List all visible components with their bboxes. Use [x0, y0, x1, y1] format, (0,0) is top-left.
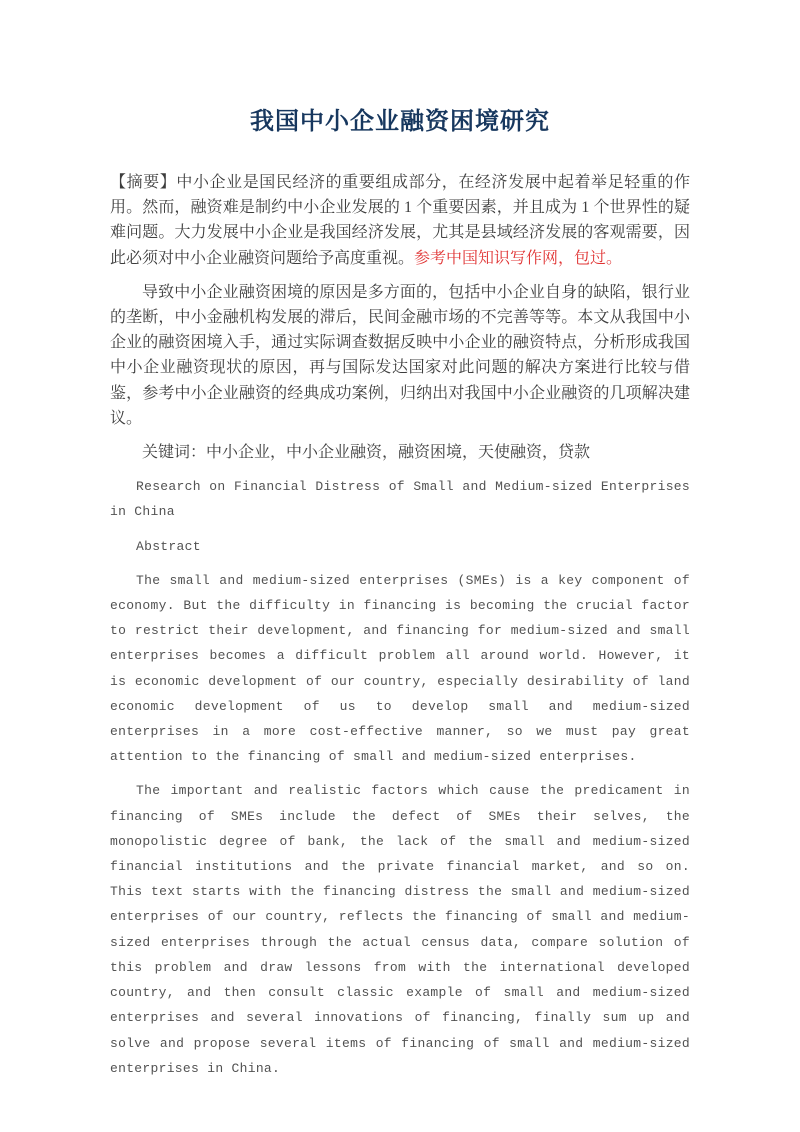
causes-paragraph-cn: 导致中小企业融资困境的原因是多方面的，包括中小企业自身的缺陷，银行业的垄断，中小金融机构发展的滞后，民间金融市场的不完善等等。本文从我国中小企业的融资困境入手，通过实际调查数据反映中小企业的融资特点，分析形成我国中小企业融资现状的原因，再与国际发达国家对此问题的解决方案进行比较与借鉴，参考中小企业融资的经典成功案例，归纳出对我国中小企业融资的几项解决建议。: [110, 283, 690, 427]
document-title: 我国中小企业融资困境研究: [250, 108, 550, 135]
ad-link[interactable]: 参考中国知识写作网，包过。: [414, 249, 623, 267]
english-title: Research on Financial Distress of Small and Medium-sized Enterprises in China: [110, 479, 690, 520]
abstract-paragraph-cn: [110, 170, 690, 271]
abstract-label-cn: 【摘要】: [110, 174, 177, 191]
english-paragraph-1: The small and medium-sized enterprises (SMEs) is a key component of economy. But the difficulty in financing is becoming the crucial factor to restrict their development, and financing for medium-sized and small enterprises becomes a difficult problem all around world. However, it is economic development of our country, especially desirability of land economic development of us to develop small and medium-sized enterprises in a more cost-effective manner, so we must pay great attention to the financing of small and medium-sized enterprises.: [110, 572, 690, 765]
abstract-heading-en: Abstract: [136, 538, 201, 554]
english-paragraph-2: The important and realistic factors which cause the predicament in financing of SMEs include the defect of SMEs their selves, the monopolistic degree of bank, the lack of the small and medium-sized financial institutions and the private financial market, and so on. This text starts with the financing distress the small and medium-sized enterprises of our country, reflects the financing of small and medium-sized enterprises through the actual census data, compare solution of this problem and draw lessons from with the international developed country, and then consult classic example of small and medium-sized enterprises and several innovations of financing, finally sum up and solve and propose several items of financing of small and medium-sized enterprises in China.: [110, 783, 690, 1076]
abstract-text-cn: 中小企业是国民经济的重要组成部分，在经济发展中起着举足轻重的作用。然而，融资难是制约中小企业发展的 1 个重要因素，并且成为 1 个世界性的疑难问题。大力发展中小企业是我国经济发展，尤其是县域经济发展的客观需要，因此必须对中小企业融资问题给予高度重视。: [110, 174, 690, 267]
keywords-line-cn: 关键词：中小企业，中小企业融资，融资困境，天使融资，贷款: [142, 444, 591, 462]
